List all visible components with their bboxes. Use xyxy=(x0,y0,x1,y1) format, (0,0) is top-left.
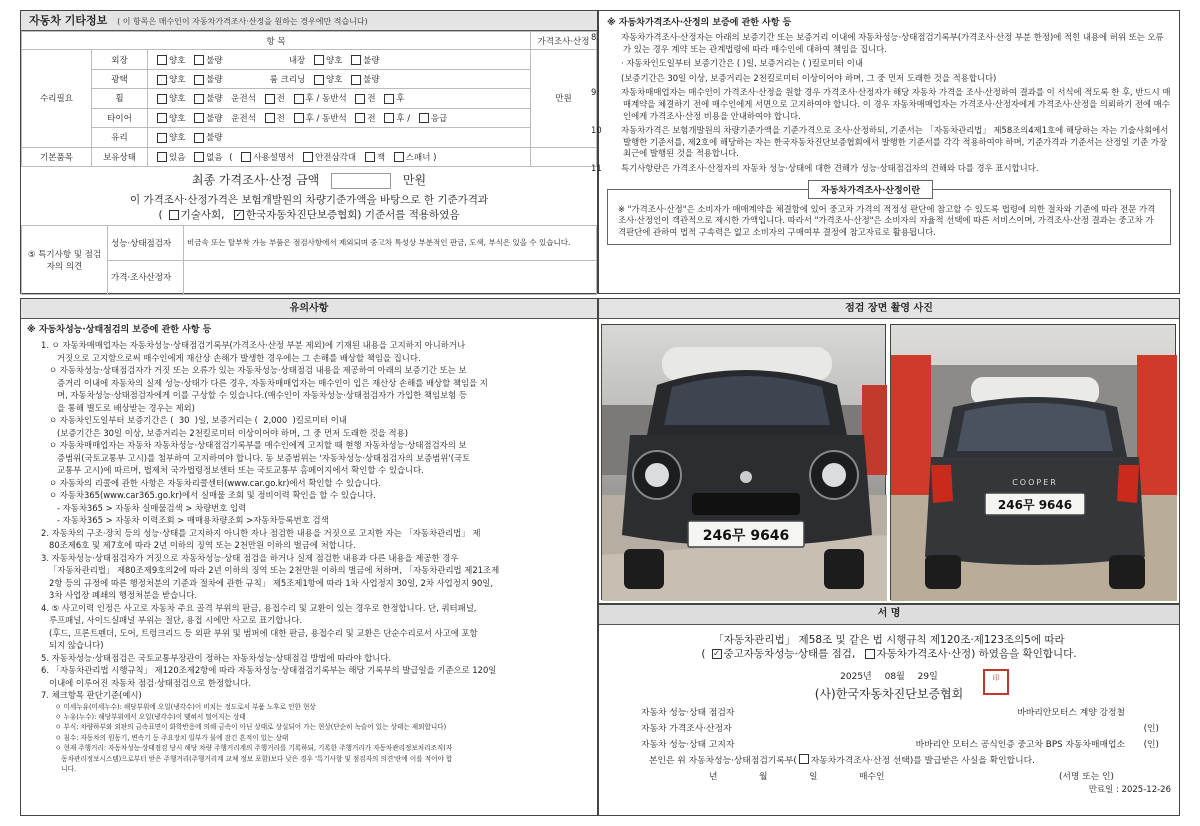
checkbox[interactable] xyxy=(157,75,167,85)
guarantee-item: 11 특기사항란은 가격조사·산정자의 자동차 성능·상태에 대한 견해가 성능·상태점검자의 견해와 다를 경우 표시합니다. xyxy=(591,162,1039,173)
checkbox[interactable] xyxy=(241,152,251,162)
checkbox[interactable] xyxy=(314,55,324,65)
final-price-row: 최종 가격조사·산정 금액 만원 xyxy=(191,173,427,187)
notice-line: 6. 「자동차관리법 시행규칙」 제120조제2항에 따라 자동차성능·상태점검기록부는 해당 기록부의 발급일을 기준으로 120일 xyxy=(41,665,497,675)
row-options: 양호 불량 운전석 전 후 / 동반석 전 후 / 응급 xyxy=(148,108,531,127)
checkbox[interactable] xyxy=(394,152,404,162)
guarantee-item: 8. 자동차가격조사·산정자는 아래의 보증기간 또는 보증거리 이내에 자동차성능·상태점검기록부(가격조사·산정 부분 한정)에 적힌 내용에 허위 또는 오류가 있는 경우 계약 또는 관계법령에 따라 매수인에 대하여 책임을 집니다. xyxy=(591,32,1164,54)
guarantee-item: 10 자동차가격은 보험개발원의 차량기준가액을 기준가격으로 조사·산정하되, 기준서는 「자동차관리법」 제58조의4제1호에 해당하는 자는 기술사회에서 발행한 기준서를, 제2호에 해당하는 자는 한국자동차진단보증협회에서 발행한 기준서를 각각 적용하여야 하며, 기준가격과 기준서는 산정일 기준 가장 최근에 발행된 것을 적용합니다. xyxy=(591,125,1169,159)
basis-text: 이 가격조사·산정가격은 보험개발원의 차량기준가액을 바탕으로 한 기준가격과 ( 기술사회, ✓ 한국자동차진단보증협회) 기준서를 적용하였음 xyxy=(129,194,489,221)
notice-line: (후드, 프론트펜더, 도어, 트렁크리드 등 외판 부위 및 범퍼에 대한 판금, 용접수리 및 교환은 단순수리로서 사고에 포함 xyxy=(41,627,478,638)
notice-line: 을 통해 별도로 배상받는 경우는 제외) xyxy=(41,402,195,413)
car-front-svg xyxy=(602,325,887,601)
signatory-row xyxy=(641,735,1159,751)
notice-line: (보증기간은 30일 이상, 보증거리는 2천킬로미터 이상이어야 하며, 그 중 먼저 도래한 것을 적용) xyxy=(41,427,409,438)
signatory-label: 자동차 가격조사·산정자 xyxy=(641,723,732,734)
notice-line: ㅇ 자동차성능·상태점검자가 거짓 또는 오류가 있는 자동차성능·상태점검 내용을 제공하여 아래의 보증기간 또는 보 xyxy=(41,365,467,375)
rear-plate-text: 246무 9646 xyxy=(997,498,1073,512)
price-guarantee-panel xyxy=(591,10,1180,294)
notice-line: 증범위(국토교통부 고시)를 첨부하여 고지하여야 합니다. 동 보증범위는 '자동차성능·상태점검자의 보증범위'(국토 xyxy=(41,452,471,463)
checkbox[interactable] xyxy=(169,210,179,220)
signatory-name: 바바리안 모터스 공식인증 중고차 BPS 자동차매매업소 xyxy=(915,739,1125,750)
notice-line: ㅇ 자동차365(www.car365.go.kr)에서 실매물 조회 및 정비이력 확인을 할 수 있습니다. xyxy=(41,490,376,500)
notice-line: - 자동차365 > 자동차 이력조회 > 매매용차량조회 >자동차등록번호 검색 xyxy=(41,515,329,525)
checkbox[interactable] xyxy=(157,133,167,143)
row-label: 유리 xyxy=(92,128,148,147)
checkbox[interactable] xyxy=(194,133,204,143)
notice-title: ※ 자동차성능·상태점검의 보증에 관한 사항 등 xyxy=(27,325,212,335)
checkbox[interactable] xyxy=(384,113,394,123)
signatory-list xyxy=(599,703,1179,751)
checkbox[interactable] xyxy=(865,649,875,659)
row-label: 보유상태 xyxy=(92,147,148,166)
notice-line: 증거리 이내에 자동차의 실제 성능·상태가 다른 경우, 자동차매매업자는 매수인이 입은 재산상 손해를 배상할 책임을 지 xyxy=(41,377,488,388)
signatory-row xyxy=(641,703,1159,719)
section-title: ※ 자동차가격조사·산정의 보증에 관한 사항 등 xyxy=(607,18,792,28)
photo-header: 점검 장면 촬영 사진 xyxy=(599,299,1179,319)
checkbox[interactable] xyxy=(194,113,204,123)
notice-line: 80조제6호 및 제7호에 따라 2년 이하의 징역 또는 2천만원 이하의 벌금에 처합니다. xyxy=(41,540,356,550)
notice-line: ㅇ 자동차인도일부터 보증기간은 ( 30 )일, 보증거리는 ( 2,000 )킬로미터 이내 xyxy=(41,415,347,425)
notice-line: 며, 자동차성능·상태점검자에게 이를 구상할 수 있습니다.(매수인이 자동차성능·상태점검자가 가입한 책임보험 등 xyxy=(41,390,467,400)
row-label: 타이어 xyxy=(92,108,148,127)
notice-line: 3. 자동차성능·상태점검자가 거짓으로 자동차성능·상태 점검을 하거나 실제 점검한 내용과 다른 내용을 제공한 경우 xyxy=(41,552,459,563)
notice-criteria xyxy=(27,702,591,775)
checkbox[interactable] xyxy=(157,94,167,104)
checkbox[interactable] xyxy=(303,152,313,162)
panel-title xyxy=(21,11,597,31)
row-options: 있음 없음 ( 사용설명서 안전삼각대 잭 스패너 ) xyxy=(148,147,531,166)
checkbox[interactable] xyxy=(294,113,304,123)
sign-month: 08월 xyxy=(884,672,905,682)
criteria-line: ㅇ 누유(누수): 해당부위에서 오일(냉각수)이 맺혀서 떨어지는 상태 xyxy=(55,712,246,721)
notice-header: 유의사항 xyxy=(21,299,597,319)
guarantee-item: 9. 자동차매매업자는 매수인이 가격조사·산정을 원할 경우 가격조사·산정자가 해당 자동차 가격을 조사·산정하여 결과를 이 서식에 적도록 한 후, 반드시 매매계약을 체결하기 전에 매수인에게 서면으로 고지하여야 합니다. 이 경우 자동차매매업자는 가격조사·산정자에게 가격조사·산정을 의뢰하기 전에 매수인에게 가격조사·산정 비용을 안내하여야 합니다. xyxy=(591,87,1171,121)
signature-header: 서 명 xyxy=(599,605,1179,625)
row-label: 휠 xyxy=(92,89,148,108)
special-sub2: 가격·조사산정자 xyxy=(108,260,184,295)
buyer-row: 년 월 일 매수인 (서명 또는 인) xyxy=(709,771,1114,782)
definition-box xyxy=(607,185,1171,246)
signatory-row xyxy=(641,719,1159,735)
checkbox[interactable] xyxy=(384,94,394,104)
criteria-line: 니다. xyxy=(55,764,77,773)
checkbox[interactable] xyxy=(314,75,324,85)
checkbox[interactable] xyxy=(351,55,361,65)
checkbox-checked[interactable]: ✓ xyxy=(713,649,720,658)
checkbox[interactable] xyxy=(419,113,429,123)
criteria-line: ㅇ 미세누유(미세누수): 해당부위에 오일(냉각수)이 비치는 정도로서 부품 노후로 인한 현상 xyxy=(55,702,316,711)
notice-line: 7. 체크항목 판단기준(예시) xyxy=(41,690,142,700)
checkbox[interactable] xyxy=(157,152,167,162)
front-plate-text: 246무 9646 xyxy=(702,528,790,544)
col-item-header: 항 목 xyxy=(22,32,531,50)
notice-panel xyxy=(20,298,598,816)
checkbox[interactable] xyxy=(265,94,275,104)
group-repair: 수리필요 xyxy=(22,50,92,147)
sign-year: 2025년 xyxy=(840,672,872,682)
guarantee-item: · 자동차인도일부터 보증기간은 ( )일, 보증거리는 ( )킬로미터 이내 xyxy=(621,58,863,69)
guarantee-items xyxy=(591,32,1171,175)
vehicle-other-info-panel xyxy=(20,10,598,294)
checkbox[interactable] xyxy=(194,55,204,65)
special-sub1-text: 비금속 또는 탈부착 가능 부품은 점검사항에서 제외되며 중고차 특성상 부분적인 판금, 도색, 부식은 있을 수 있습니다. xyxy=(184,226,597,261)
org-seal-icon: 印 xyxy=(983,669,1009,695)
notice-line: 되지 않습니다) xyxy=(41,640,104,650)
group-basic: 기본품목 xyxy=(22,147,92,166)
row-options: 양호 불량 xyxy=(148,128,531,147)
checkbox[interactable] xyxy=(355,113,365,123)
checkbox-checked[interactable]: ✓ xyxy=(235,210,243,219)
checkbox[interactable] xyxy=(351,75,361,85)
notice-line: 2. 자동차의 구조·장치 등의 성능·상태를 고지하지 아니한 자나 점검한 내용을 거짓으로 고지한 자는 「자동차관리법」 제 xyxy=(41,527,481,538)
signatory-name: 바바리안모터스 계양 강정철 xyxy=(1017,707,1125,718)
row-label: 광택 xyxy=(92,69,148,88)
checkbox[interactable] xyxy=(194,75,204,85)
signatory-label: 자동차 성능·상태 고지자 xyxy=(641,739,735,750)
definition-text: ※ "가격조사·산정"은 소비자가 매매계약을 체결함에 있어 중고차 가격의 적정성 판단에 참고할 수 있도록 법령에 의한 절차와 기준에 따라 전문 가격조사·산정인이 객관적으로 제시한 가액입니다. 따라서 "가격조사·산정"은 소비자의 자율적 선택에 따른 서비스이며, 가격조사·산정 결과는 중고차 가격판단에 관하여 법적 구속력은 없고 소비자의 구매여부 결정에 참고자료로 활용됩니다. xyxy=(618,203,1156,237)
row-options: 양호 불량 운전석 전 후 / 동반석 전 후 xyxy=(148,89,531,108)
special-notes-table xyxy=(21,225,597,295)
rear-badge-text: COOPER xyxy=(1012,478,1058,487)
notice-line: 이내에 이루어진 자동차 점검·상태점검으로 한정합니다. xyxy=(41,677,252,688)
subtitle-text: ( 이 항목은 매수인이 자동차가격조사·산정을 원하는 경우에만 적습니다) xyxy=(117,17,368,26)
legal-basis-line: 「자동차관리법」 제58조 및 같은 법 시행규칙 제120조·제123조의5에 따라 xyxy=(713,634,1065,646)
checkbox[interactable] xyxy=(799,754,809,764)
seal-mark: (인) xyxy=(1143,739,1159,750)
checkbox[interactable] xyxy=(194,94,204,104)
checkbox[interactable] xyxy=(365,152,375,162)
checkbox[interactable] xyxy=(294,94,304,104)
checkbox[interactable] xyxy=(265,113,275,123)
criteria-line: ㅇ 현재 주행거리: 자동차성능·상태점검 당시 해당 차량 주행거리계의 주행거리를 기록하되, 기록한 주행거리가 자동차관리정보처리조직(자 xyxy=(55,744,453,753)
title-text: 자동차 기타정보 xyxy=(29,14,108,27)
org-name: (사)한국자동차진단보증협회 xyxy=(814,687,964,701)
col-price-header: 가격조사·산정 xyxy=(531,32,597,50)
rear-car-photo xyxy=(890,324,1176,600)
car-rear-svg xyxy=(891,325,1177,601)
criteria-line: ㅇ 부식: 차량하부와 외판의 금속표면이 화학반응에 의해 금속이 아닌 상태로 상실되어 가는 현상(단순히 녹슬어 있는 상태는 제외합니다) xyxy=(55,723,447,732)
sign-day: 29일 xyxy=(917,672,938,682)
expiry-date: 만료일 : 2025-12-26 xyxy=(1088,785,1171,795)
notice-line: 1. ㅇ 자동차매매업자는 자동차성능·상태점검기록부(가격조사·산정 부분 제외)에 기재된 내용을 고지하지 아니하거나 xyxy=(41,340,466,350)
notice-line: 3차 사업장 폐쇄의 행정처분을 받습니다. xyxy=(41,590,198,600)
notice-line: 2항 등의 규정에 따른 행정처분의 기준과 절차에 관한 규칙」 제5조제1항에 따라 1차 사업정지 30일, 2차 사업정지 90일, xyxy=(41,577,494,588)
row-options: 양호 불량 내장 양호 불량 xyxy=(148,50,531,69)
definition-title: 자동차가격조사·산정이란 xyxy=(808,180,933,199)
front-car-photo xyxy=(601,324,886,600)
checkbox[interactable] xyxy=(355,94,365,104)
inspection-table xyxy=(21,31,597,167)
notice-line: 거짓으로 고지함으로써 매수인에게 재산상 손해가 발생한 경우에는 그 손해를 배상할 책임을 집니다. xyxy=(41,352,421,363)
signatory-label: 자동차 성능·상태 점검자 xyxy=(641,707,735,718)
notice-line: 루프패널, 사이드실패널 부위는 절단, 용접 시에만 사고로 표기합니다. xyxy=(41,615,303,625)
price-unit: 만원 xyxy=(531,50,597,147)
special-sub1: 성능·상태점검자 xyxy=(108,226,184,261)
notice-line: 교통부 고시)에 따르며, 법제처 국가법령정보센터 또는 국토교통부 홈페이지에서 확인할 수 있습니다. xyxy=(41,465,424,475)
checkbox[interactable] xyxy=(194,152,204,162)
seal-mark: (인) xyxy=(1143,723,1159,734)
row-label: 외장 xyxy=(92,50,148,69)
final-price-field[interactable] xyxy=(331,173,391,189)
criteria-line: 동차관리정보시스템)으로부터 받은 주행거리(주행거리계 교체 정보 포함)보다 낮은 경우 '특기사항 및 점검자의 의견'란에 이를 적어야 합 xyxy=(55,754,453,763)
notice-line: 「자동차관리법」 제80조제9호의2에 따라 2년 이하의 징역 또는 2천만원 이하의 벌금에 처하며, 「자동차관리법 제21조제 xyxy=(41,565,500,575)
notice-line: 4. ⑤ 사고이력 인정은 사고로 자동차 주요 골격 부위의 판금, 용접수리 및 교환이 있는 경우로 한정합니다. 단, 쿼터패널, xyxy=(41,602,477,613)
notice-line: 5. 자동차성능·상태점검은 국토교통부장관이 정하는 자동차성능·상태점검 방법에 따라야 합니다. xyxy=(41,652,392,663)
special-label: ⑤ 특기사항 및 점검자의 의견 xyxy=(22,226,108,295)
checkbox[interactable] xyxy=(157,55,167,65)
checkbox[interactable] xyxy=(157,113,167,123)
notice-line: ㅇ 자동차의 리콜에 관한 사항은 자동차리콜센터(www.car.go.kr)에서 확인할 수 있습니다. xyxy=(41,477,381,488)
guarantee-item: (보증기간은 30일 이상, 보증거리는 2천킬로미터 이상이어야 하며, 그 중 먼저 도래한 것을 적용합니다) xyxy=(621,72,997,83)
notice-line: ㅇ 자동차매매업자는 자동차 자동차성능·상태점검기록부를 매수인에게 고지할 때 현행 자동차성능·상태점검자의 보 xyxy=(41,440,467,450)
notice-line: - 자동차365 > 자동차 실매물검색 > 차량번호 입력 xyxy=(41,502,247,513)
criteria-line: ㅇ 침수: 자동차의 원동기, 변속기 등 주요장치 일부가 물에 잠긴 흔적이 있는 상태 xyxy=(55,733,289,742)
row-options: 양호 불량 룸 크리닝 양호 불량 xyxy=(148,69,531,88)
notice-body xyxy=(27,339,591,702)
signature-panel: 서 명 「자동차관리법」 제58조 및 같은 법 시행규칙 제120조·제123조의5에 따라 ( ✓ 중고자동차성능·상태를 점검, 자동차가격조사·산정) 하였음을 확인합니다. 2025년 08월 29일 (사)한국자동차진단보증협회 印 자동차 성능·상태 점검자 바바리안모터스 계양 강정철 자동차 가격조사·산정자 (인) 자동차 성능·상태 고지자 바바리안 모터스 공식인증 중고차 BPS 자동차매매업소 (인) 본인은 위 자동차성능·상태점검기록부( 자동차가격조사·산정 선택)를 발급받은 사실을 확인합니다. 년 월 일 매수인 (서명 또는 인) 만료일 : 2025-12-26 xyxy=(598,604,1180,816)
receipt-line: 본인은 위 자동차성능·상태점검기록부( 자동차가격조사·산정 선택)를 발급받은 사실을 확인합니다. xyxy=(649,755,1035,766)
